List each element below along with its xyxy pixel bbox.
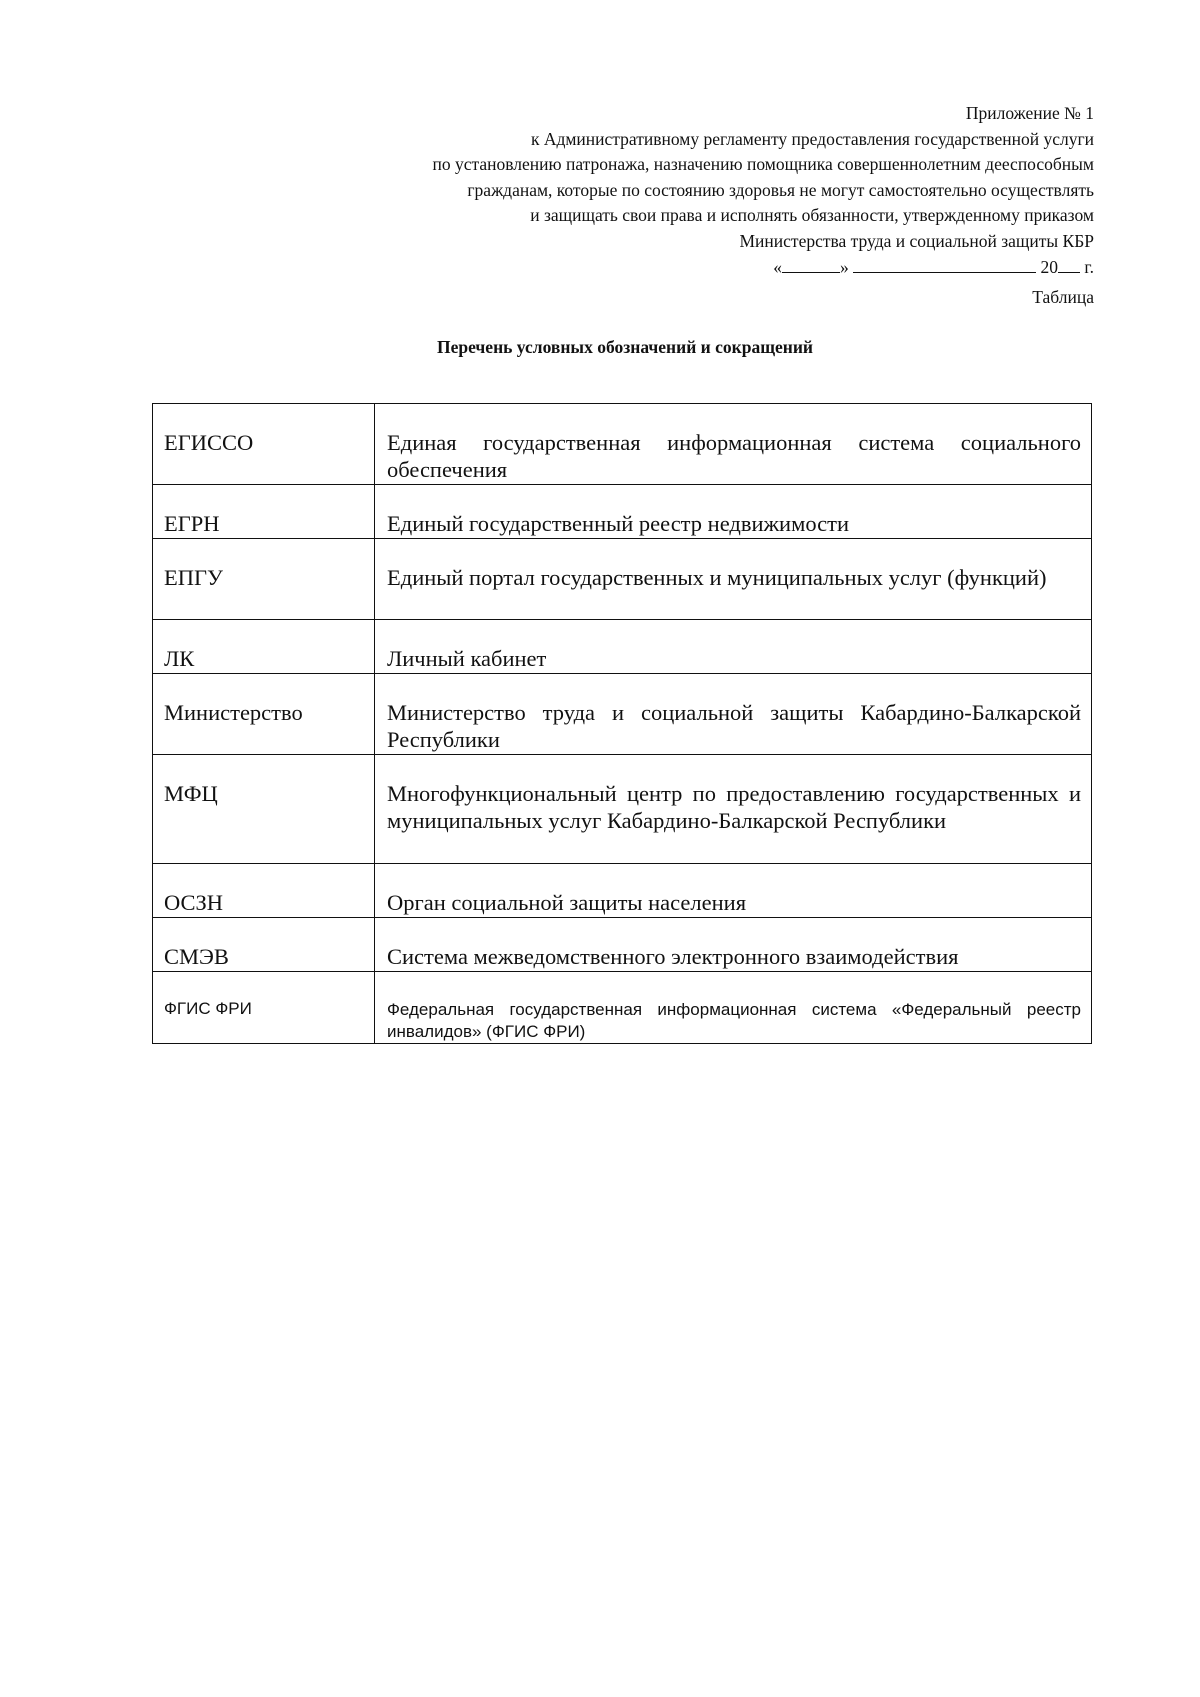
abbreviation-definition: Многофункциональный центр по предоставлению государственных и муниципальных услуг Кабардино-Балкарской Республики bbox=[375, 755, 1092, 864]
abbreviation-term: ОСЗН bbox=[153, 864, 375, 918]
table-row bbox=[153, 620, 1092, 674]
table-row bbox=[153, 864, 1092, 918]
abbreviation-term: МФЦ bbox=[153, 755, 375, 864]
abbreviation-definition: Единая государственная информационная система социального обеспечения bbox=[375, 404, 1092, 485]
attachment-header bbox=[274, 101, 1094, 281]
abbreviation-definition: Орган социальной защиты населения bbox=[375, 864, 1092, 918]
abbreviation-definition: Министерство труда и социальной защиты Кабардино-Балкарской Республики bbox=[375, 674, 1092, 755]
date-year-prefix: 20 bbox=[1040, 257, 1059, 277]
page-title: Перечень условных обозначений и сокращений bbox=[436, 337, 813, 357]
abbreviation-term: ФГИС ФРИ bbox=[153, 972, 375, 1044]
table-row bbox=[153, 485, 1092, 539]
date-line bbox=[274, 254, 1094, 281]
abbreviation-definition: Система межведомственного электронного взаимодействия bbox=[375, 918, 1092, 972]
date-close-quote: » bbox=[840, 257, 849, 277]
abbreviation-definition: Единый портал государственных и муниципальных услуг (функций) bbox=[375, 539, 1092, 620]
abbreviation-definition: Личный кабинет bbox=[375, 620, 1092, 674]
abbreviation-term: ЕГРН bbox=[153, 485, 375, 539]
abbreviation-term: ЕГИССО bbox=[153, 404, 375, 485]
abbreviation-term: ЕПГУ bbox=[153, 539, 375, 620]
table-row bbox=[153, 539, 1092, 620]
year-blank bbox=[1058, 254, 1080, 273]
attachment-line: к Административному регламенту предоставления государственной услуги bbox=[530, 128, 1094, 149]
table-label: Таблица bbox=[1032, 287, 1094, 307]
table-row bbox=[153, 972, 1092, 1044]
abbreviation-term: ЛК bbox=[153, 620, 375, 674]
table-row bbox=[153, 674, 1092, 755]
attachment-number: Приложение № 1 bbox=[965, 103, 1094, 123]
attachment-line: по установлению патронажа, назначению помощника совершеннолетним дееспособным bbox=[432, 154, 1094, 174]
date-year-suffix: г. bbox=[1084, 257, 1094, 277]
attachment-line: Министерства труда и социальной защиты КБР bbox=[739, 230, 1094, 251]
abbreviations-table bbox=[152, 403, 1092, 1044]
date-open-quote: « bbox=[773, 257, 783, 277]
month-blank bbox=[853, 254, 1036, 273]
table-row bbox=[153, 755, 1092, 864]
abbreviation-definition: Федеральная государственная информационная система «Федеральный реестр инвалидов» (ФГИС ФРИ) bbox=[375, 972, 1092, 1044]
abbreviation-definition: Единый государственный реестр недвижимости bbox=[375, 485, 1092, 539]
abbreviation-term: Министерство bbox=[153, 674, 375, 755]
table-row bbox=[153, 404, 1092, 485]
table-row bbox=[153, 918, 1092, 972]
day-blank bbox=[782, 254, 840, 273]
attachment-line: гражданам, которые по состоянию здоровья не могут самостоятельно осуществлять bbox=[467, 179, 1094, 200]
attachment-line: и защищать свои права и исполнять обязанности, утвержденному приказом bbox=[530, 205, 1094, 225]
abbreviation-term: СМЭВ bbox=[153, 918, 375, 972]
